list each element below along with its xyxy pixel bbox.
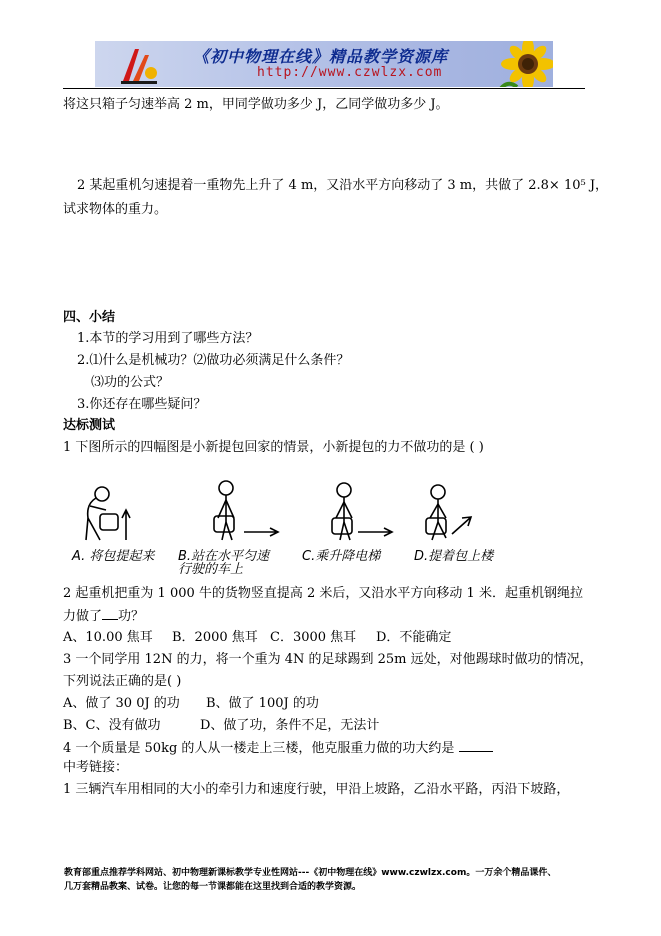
- exam-link-heading: 中考链接：: [63, 760, 129, 775]
- test-question-3-option-d: D、做了功，条件不足，无法计: [200, 718, 380, 733]
- four-scenes-drawing: [66, 478, 516, 550]
- answer-blank: [102, 608, 118, 620]
- person-climbing-stairs-icon: [426, 485, 471, 540]
- figure-caption-b: B.站在水平匀速 行驶的车上: [178, 549, 270, 577]
- figure-caption-c: C.乘升降电梯: [302, 549, 381, 564]
- site-logo-icon: [117, 45, 161, 85]
- summary-heading: 四、小结: [63, 310, 116, 325]
- person-lifting-bag-icon: [86, 487, 130, 540]
- answer-blank: [459, 740, 493, 752]
- test-question-2-option-c: C．3000 焦耳: [270, 630, 357, 645]
- person-on-vehicle-icon: [214, 481, 278, 540]
- question-2-line-1: 2 某起重机匀速提着一重物先上升了 4 m，又沿水平方向移动了 3 m，共做了 2.8× 10⁵ J，: [77, 178, 609, 193]
- test-question-3-line-2: 下列说法正确的是( ): [63, 674, 182, 689]
- summary-item: 2.⑴什么是机械功？⑵做功必须满足什么条件？: [77, 353, 350, 368]
- four-scenes-figure: [66, 478, 516, 577]
- test-heading: 达标测试: [63, 418, 116, 433]
- test-question-2-line-2: 力做了 功？: [63, 609, 145, 624]
- test-question-2-line-1: 2 起重机把重为 1 000 牛的货物竖直提高 2 米后，又沿水平方向移动 1 米．起重机钢绳拉: [63, 586, 583, 601]
- banner-url: http://www.czwlzx.com: [257, 65, 443, 80]
- test-question-2-option-d: D．不能确定: [376, 630, 452, 645]
- page-footer: 教育部重点推荐学科网站、初中物理新课标教学专业性网站---《初中物理在线》www.czwlzx.com。一万余个精品课件、 几万套精品教案、试卷。让您的每一节课都能在这里找到合适的教学资源。: [64, 868, 557, 892]
- summary-item: 3.你还存在哪些疑问？: [77, 397, 207, 412]
- figure-caption-d: D.提着包上楼: [414, 549, 494, 564]
- exam-question-1: 1 三辆汽车用相同的大小的牵引力和速度行驶，甲沿上坡路，乙沿水平路，丙沿下坡路，: [63, 782, 570, 797]
- summary-item: 1.本节的学习用到了哪些方法？: [77, 331, 259, 346]
- summary-item: ⑶功的公式？: [91, 375, 170, 390]
- question-2-line-2: 试求物体的重力。: [63, 202, 168, 217]
- test-question-1: 1 下图所示的四幅图是小新提包回家的情景，小新提包的力不做功的是 ( ): [63, 440, 484, 455]
- test-question-2-option-a: A、10.00 焦耳: [63, 630, 153, 645]
- test-question-3-option-b: B、做了 100J 的功: [206, 696, 319, 711]
- test-question-2-option-b: B．2000 焦耳: [172, 630, 258, 645]
- test-question-3-option-c: B、C、没有做功: [63, 718, 161, 733]
- header-rule: [63, 88, 585, 89]
- test-question-3-line-1: 3 一个同学用 12N 的力，将一个重为 4N 的足球踢到 25m 远处，对他踢球时做功的情况，: [63, 652, 593, 667]
- person-in-elevator-icon: [332, 483, 392, 540]
- text-line: 将这只箱子匀速举高 2 m，甲同学做功多少 J，乙同学做功多少 J。: [63, 97, 449, 112]
- figure-caption-a: A. 将包提起来: [72, 549, 155, 564]
- test-question-3-option-a: A、做了 30 0J 的功: [63, 696, 180, 711]
- test-question-4: 4 一个质量是 50kg 的人从一楼走上三楼，他克服重力做的功大约是: [63, 740, 493, 757]
- header-banner: [95, 41, 553, 87]
- banner-title: 《初中物理在线》精品教学资源库: [193, 47, 449, 66]
- sunflower-icon: [495, 41, 553, 87]
